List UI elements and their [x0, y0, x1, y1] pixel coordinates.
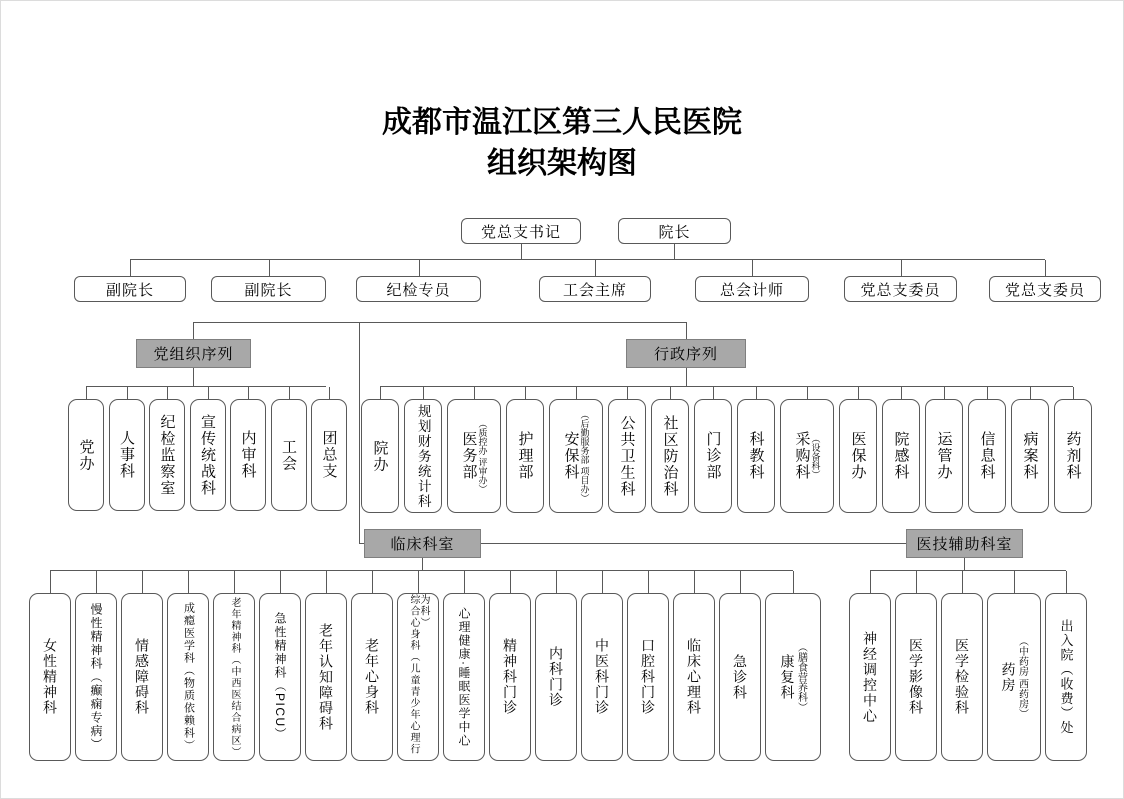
dept-box [581, 593, 623, 761]
dept-label: 医务部 [460, 431, 478, 481]
dept-label: 信息科 [978, 431, 996, 481]
dept-box [1011, 399, 1049, 513]
dept-box [627, 593, 669, 761]
connector-line [422, 558, 423, 570]
dept-label: 神经调控中心 [862, 630, 878, 724]
dept-label: 公共卫生科 [618, 414, 636, 498]
clinical-departments-row [29, 593, 821, 761]
connector-line [870, 570, 1066, 571]
dept-box [882, 399, 920, 513]
dept-label: 中医科门诊 [594, 638, 610, 716]
connector-line [521, 244, 522, 259]
dept-box [694, 399, 732, 513]
dept-box [167, 593, 209, 761]
dept-label: 院办 [371, 439, 389, 473]
dept-label: 急性精神科（PICU） [273, 612, 287, 742]
dept-box [259, 593, 301, 761]
dept-box [447, 399, 501, 513]
dept-label: 情感障碍科 [134, 638, 150, 716]
dept-label: 规划财务统计科 [415, 403, 431, 509]
dept-box [397, 593, 439, 761]
dept-box [311, 399, 347, 511]
connector-line [50, 570, 793, 571]
dept-label: 出入院（收费）处 [1058, 619, 1074, 735]
party-secretary-box: 党总支书记 [461, 218, 581, 244]
dept-label: 临床心理科 [686, 638, 702, 716]
dept-box [673, 593, 715, 761]
dept-box [271, 399, 307, 511]
union-chairman-box: 工会主席 [539, 276, 651, 302]
connector-line [193, 368, 194, 386]
dept-label: 工会 [280, 438, 297, 472]
dept-box [925, 399, 963, 513]
dept-box [361, 399, 399, 513]
dept-label: 护理部 [516, 431, 534, 481]
dept-label: 医学影像科 [908, 638, 924, 716]
dept-label: 运管办 [935, 431, 953, 481]
dept-label: 康复科 [779, 653, 796, 701]
dept-box [75, 593, 117, 761]
discipline-inspector-box: 纪检专员 [356, 276, 481, 302]
dept-box [895, 593, 937, 761]
connector-line [193, 322, 686, 323]
connector-line [686, 368, 687, 386]
connector-line [964, 558, 965, 570]
dept-box [121, 593, 163, 761]
connector-line [686, 322, 687, 339]
dept-box [719, 593, 761, 761]
vice-president-1-box: 副院长 [74, 276, 186, 302]
dept-box [109, 399, 145, 511]
dept-box [849, 593, 891, 761]
dept-label: 老年精神科（中西医结合病区） [229, 596, 240, 758]
dept-box [651, 399, 689, 513]
dept-label: 成瘾医学科（物质依赖科） [182, 602, 195, 752]
dept-box [780, 399, 834, 513]
dept-box [1045, 593, 1087, 761]
dept-label: 口腔科门诊 [640, 638, 656, 716]
dept-label: 内科门诊 [548, 646, 564, 708]
page-title-line2: 组织架构图 [487, 147, 637, 180]
party-sequence-header: 党组织序列 [136, 339, 251, 368]
admin-departments-row [361, 399, 1092, 513]
dept-label: 老年心身科 [364, 638, 380, 716]
dept-label: 精神科门诊 [502, 638, 518, 716]
dept-label: 药房 [1000, 661, 1017, 693]
dept-box [737, 399, 775, 513]
connector-line [193, 322, 194, 339]
dept-box [230, 399, 266, 511]
dept-box [506, 399, 544, 513]
connector-line [86, 386, 326, 387]
dept-box [839, 399, 877, 513]
dept-label: 女性精神科 [42, 638, 58, 716]
connector-line [359, 322, 360, 543]
dept-label: 科教科 [747, 431, 765, 481]
dept-box [68, 399, 104, 511]
dept-label: 急诊科 [732, 653, 748, 701]
clinical-departments-header: 临床科室 [364, 529, 481, 558]
medtech-departments-header: 医技辅助科室 [906, 529, 1023, 558]
dept-box [213, 593, 255, 761]
dept-label: 医学检验科 [954, 638, 970, 716]
dept-label: 采购科 [793, 431, 811, 481]
dept-sublabel: （设备科） [810, 433, 821, 479]
chief-accountant-box: 总会计师 [695, 276, 809, 302]
dept-box [351, 593, 393, 761]
dept-label: 慢性精神科（癫痫专病） [89, 602, 103, 752]
medtech-departments-row [849, 593, 1087, 761]
party-branch-member-1-box: 党总支委员 [844, 276, 957, 302]
dept-sublabel: （中药房 西药房） [1016, 635, 1028, 719]
dept-label: 内审科 [239, 430, 257, 480]
dept-box [608, 399, 646, 513]
dept-box [535, 593, 577, 761]
connector-line [130, 259, 1045, 260]
dept-label: 团总支 [320, 430, 338, 480]
dept-label: 医保办 [849, 431, 867, 481]
dept-label: 院感科 [892, 431, 910, 481]
dept-box [987, 593, 1041, 761]
dept-box [149, 399, 185, 511]
dept-label: 病案科 [1021, 431, 1039, 481]
dept-box [404, 399, 442, 513]
dept-label: 药剂科 [1064, 431, 1082, 481]
dept-box [190, 399, 226, 511]
dept-box [489, 593, 531, 761]
page-title [1, 102, 1123, 184]
dept-box [968, 399, 1006, 513]
dept-box [1054, 399, 1092, 513]
party-departments-row [68, 399, 347, 511]
dept-box [549, 399, 603, 513]
dept-label: 综合心身科（儿童青少年心理行为科） [408, 594, 429, 755]
party-branch-member-2-box: 党总支委员 [989, 276, 1101, 302]
dept-box [443, 593, 485, 761]
dept-label: 安保科 [562, 431, 580, 481]
admin-sequence-header: 行政序列 [626, 339, 746, 368]
dept-label: 老年认知障碍科 [318, 622, 334, 732]
dept-label: 宣传统战科 [199, 413, 216, 497]
dept-label: 心理健康·睡眠医学中心 [457, 606, 471, 748]
connector-line [674, 244, 675, 259]
dept-box [29, 593, 71, 761]
dept-label: 社区防治科 [661, 414, 679, 498]
page-title-line1: 成都市温江区第三人民医院 [382, 106, 742, 139]
dept-sublabel: （后勤服务部 项目办） [579, 409, 590, 503]
dept-sublabel: （质控办 评审办） [477, 418, 488, 494]
dept-box [765, 593, 821, 761]
dept-label: 党办 [77, 438, 95, 472]
vice-president-2-box: 副院长 [211, 276, 326, 302]
dept-label: 纪检监察室 [158, 413, 176, 497]
dept-box [305, 593, 347, 761]
dept-box [941, 593, 983, 761]
connector-line [380, 386, 1073, 387]
dept-sublabel: （膳食营养科） [795, 642, 807, 712]
dept-label: 人事科 [118, 430, 135, 480]
dept-label: 门诊部 [704, 431, 722, 481]
president-box: 院长 [618, 218, 731, 244]
